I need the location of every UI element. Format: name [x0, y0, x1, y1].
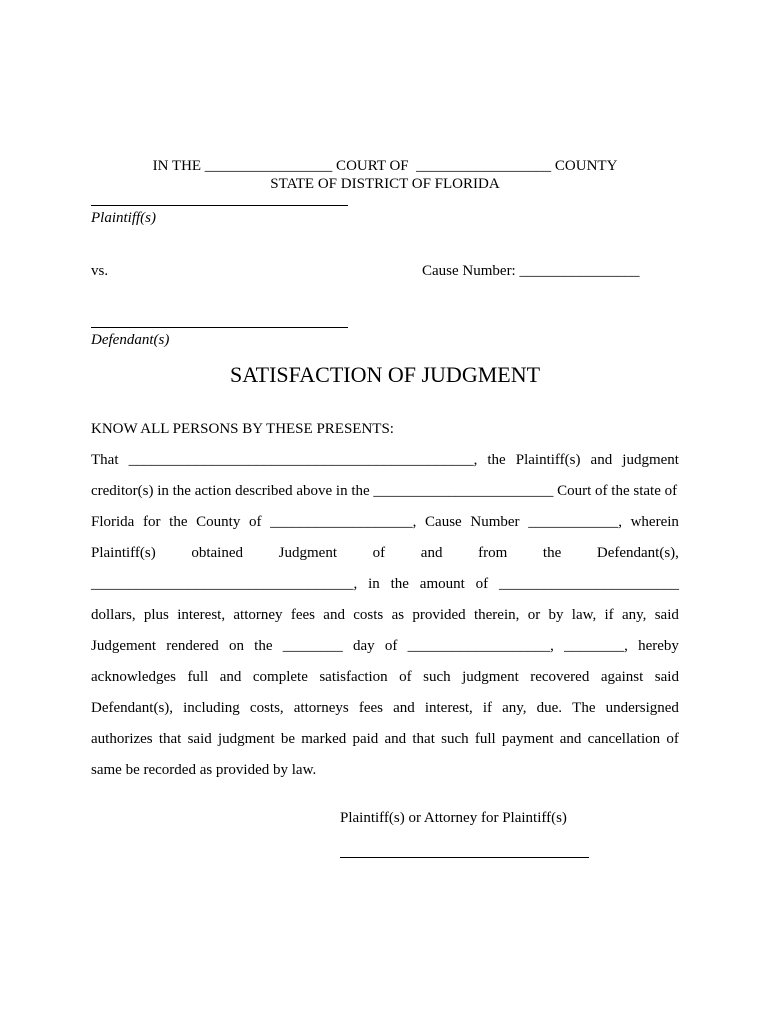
word: County: [196, 514, 241, 530]
word: The: [572, 700, 596, 716]
word: by: [548, 607, 564, 623]
body-line-9: [91, 699, 679, 717]
word: judgment: [217, 731, 275, 747]
word: recovered: [530, 669, 590, 685]
word: and: [384, 731, 407, 747]
word: the: [542, 545, 562, 561]
plaintiff-label: Plaintiff(s): [91, 210, 156, 226]
cause-number-field[interactable]: Cause Number: ________________: [422, 263, 640, 279]
vs-label: vs.: [91, 263, 109, 279]
word: and: [590, 452, 613, 468]
state-line: STATE OF DISTRICT OF FLORIDA: [270, 176, 500, 192]
word: Number: [470, 514, 520, 530]
word: interest,: [424, 700, 473, 716]
body-line-8: [91, 668, 679, 686]
word: of: [399, 669, 412, 685]
word: said: [187, 731, 212, 747]
word: from: [478, 545, 508, 561]
document-title: SATISFACTION OF JUDGMENT: [229, 362, 541, 387]
word: ___________________,: [270, 514, 417, 530]
word: judgment: [462, 669, 519, 685]
defendant-label: Defendant(s): [91, 332, 170, 348]
word: fees: [358, 700, 383, 716]
word: interest,: [177, 607, 226, 623]
word: and: [420, 545, 443, 561]
word: plus: [143, 607, 169, 623]
body-line-4: [91, 544, 679, 562]
word: Defendant(s),: [91, 700, 174, 716]
word: attorney: [233, 607, 283, 623]
word: against: [600, 669, 644, 685]
word: ________________________: [498, 576, 679, 592]
word: such: [423, 669, 451, 685]
word: that: [158, 731, 182, 747]
word: ___________________________________,: [91, 576, 358, 592]
word: of: [372, 545, 386, 561]
word: undersigned: [605, 700, 679, 716]
plaintiff-name-line[interactable]: [91, 205, 348, 206]
word: including: [183, 700, 240, 716]
word: and: [393, 700, 415, 716]
word: or: [527, 607, 541, 623]
word: ___________________,: [407, 638, 554, 654]
word: that: [412, 731, 435, 747]
word: if: [604, 607, 614, 623]
word: amount: [419, 576, 465, 592]
defendant-name-line[interactable]: [91, 327, 348, 328]
word: be: [280, 731, 296, 747]
word: satisfaction: [319, 669, 388, 685]
word: of: [384, 638, 398, 654]
word: the: [169, 514, 188, 530]
signature-label: Plaintiff(s) or Attorney for Plaintiff(s): [340, 810, 567, 826]
word: dollars,: [91, 607, 136, 623]
word: marked: [301, 731, 347, 747]
word: costs,: [249, 700, 284, 716]
word: costs: [353, 607, 384, 623]
word: rendered: [166, 638, 219, 654]
body-line-6: [91, 606, 679, 624]
word: said: [654, 669, 679, 685]
word: and: [323, 607, 345, 623]
body-line-5: [91, 575, 679, 593]
word: judgment: [622, 452, 679, 468]
word: Defendant(s),: [596, 545, 679, 561]
word: the: [390, 576, 409, 592]
word: hereby: [638, 638, 679, 654]
word: full: [474, 731, 496, 747]
word: of: [666, 731, 679, 747]
word: of: [248, 514, 262, 530]
word: on: [228, 638, 244, 654]
word: Plaintiff(s): [515, 452, 581, 468]
word: Cause: [425, 514, 462, 530]
word: therein,: [473, 607, 520, 623]
word: Judgement: [91, 638, 156, 654]
word: the: [487, 452, 506, 468]
word: paid: [352, 731, 379, 747]
word: ____________,: [528, 514, 622, 530]
word: any,: [621, 607, 647, 623]
word: obtained: [191, 545, 244, 561]
word: Plaintiff(s): [91, 545, 156, 561]
body-line-10: [91, 730, 679, 748]
word: any,: [502, 700, 527, 716]
word: and: [559, 731, 582, 747]
word: if: [482, 700, 493, 716]
body-line-11: same be recorded as provided by law.: [91, 762, 317, 778]
word: ________,: [564, 638, 628, 654]
word: attorneys: [293, 700, 349, 716]
word: of: [475, 576, 489, 592]
word: cancellation: [587, 731, 661, 747]
word: day: [352, 638, 375, 654]
word: for: [143, 514, 161, 530]
court-line: IN THE _________________ COURT OF __________________ COUNTY: [152, 158, 618, 174]
word: law,: [571, 607, 597, 623]
intro-line: KNOW ALL PERSONS BY THESE PRESENTS:: [91, 421, 394, 437]
body-line-1: [91, 451, 679, 469]
word: That: [91, 452, 119, 468]
body-line-7: [91, 637, 679, 655]
word: said: [654, 607, 679, 623]
word: fees: [290, 607, 315, 623]
word: ______________________________________________,: [128, 452, 478, 468]
body-line-2: creditor(s) in the action described above in the ________________________ Court of the state of: [91, 483, 678, 499]
word: as: [391, 607, 405, 623]
body-line-3: [91, 513, 679, 531]
signature-line[interactable]: [340, 857, 589, 858]
word: the: [254, 638, 273, 654]
word: and: [219, 669, 242, 685]
word: complete: [252, 669, 308, 685]
word: provided: [412, 607, 466, 623]
word: payment: [501, 731, 554, 747]
word: ________: [282, 638, 343, 654]
word: authorizes: [91, 731, 153, 747]
word: wherein: [630, 514, 679, 530]
word: in: [368, 576, 380, 592]
word: Florida: [91, 514, 135, 530]
word: acknowledges: [91, 669, 176, 685]
word: full: [187, 669, 209, 685]
word: due.: [536, 700, 563, 716]
word: such: [441, 731, 469, 747]
word: Judgment: [278, 545, 337, 561]
